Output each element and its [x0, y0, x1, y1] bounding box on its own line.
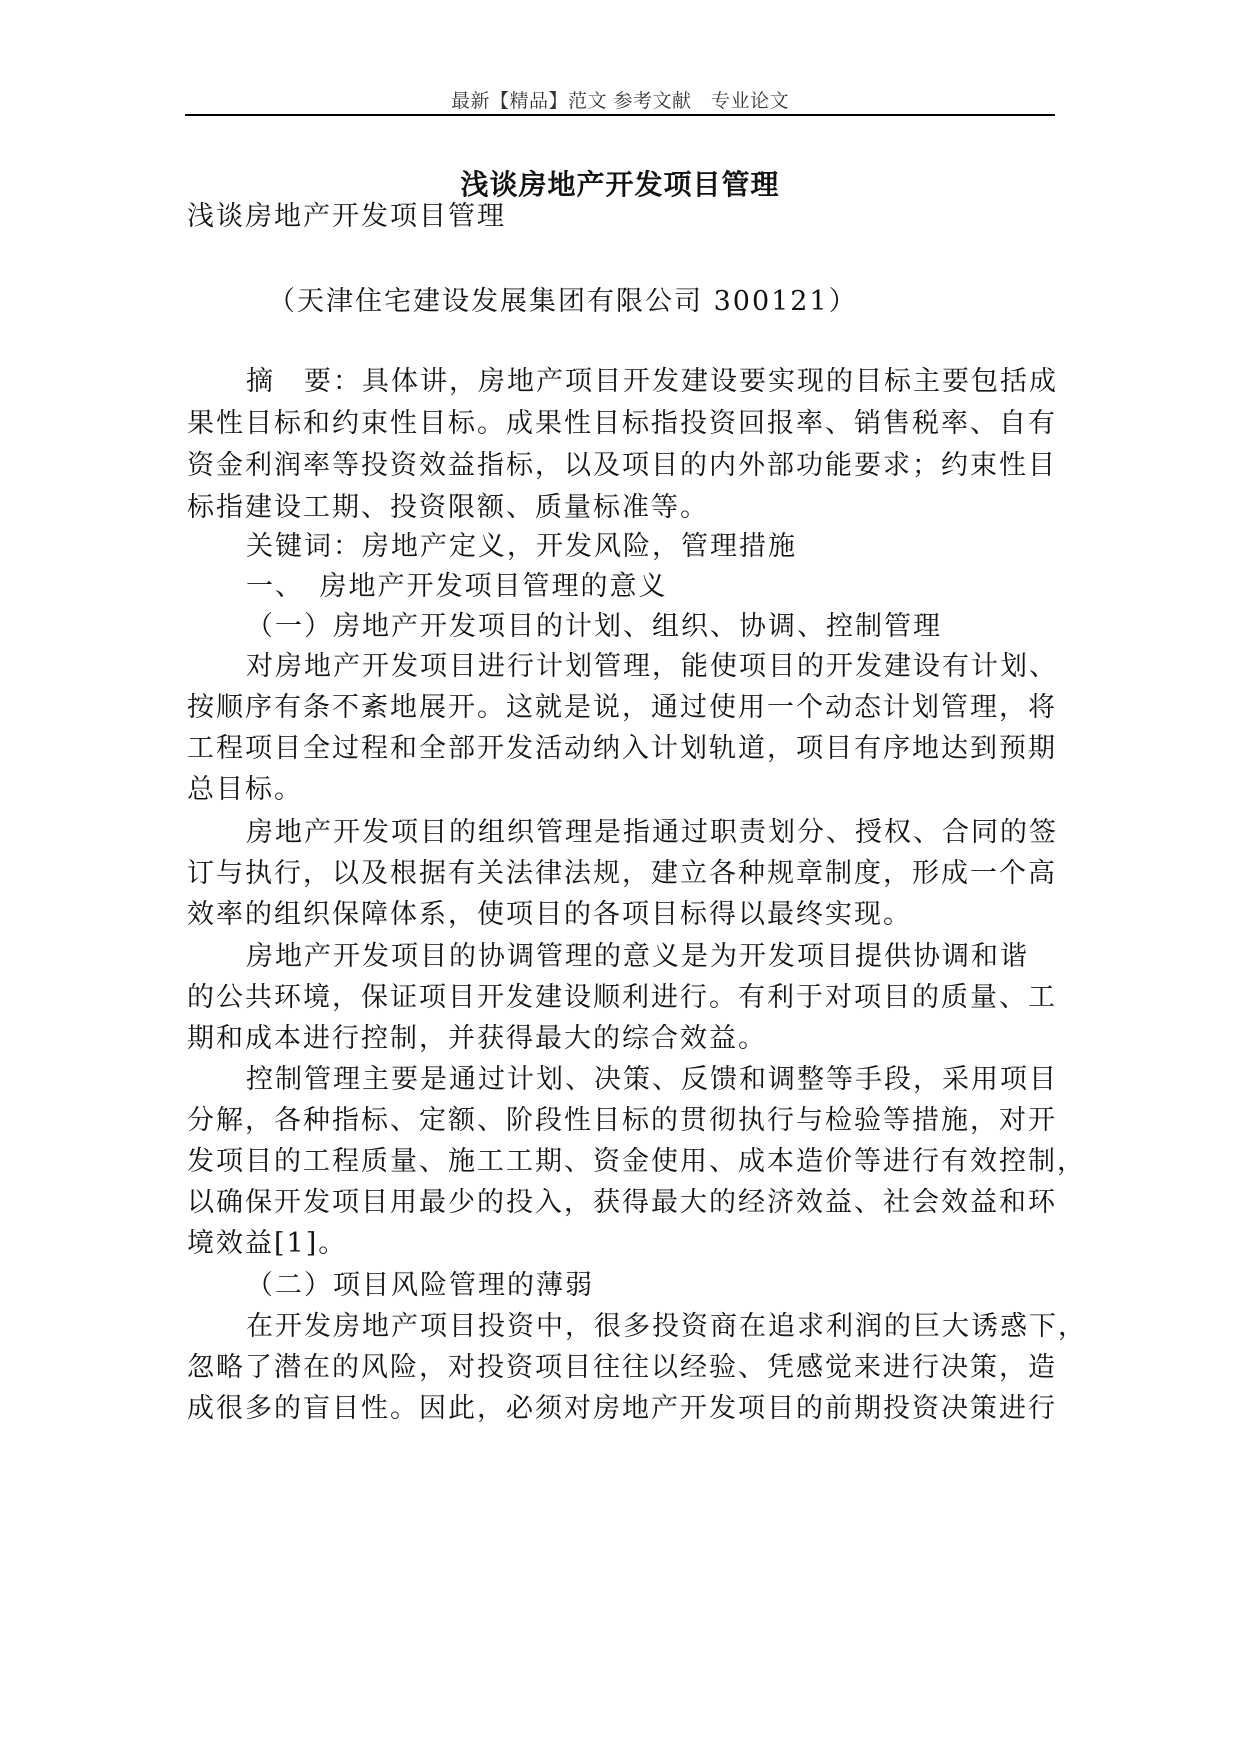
section-heading: 一、 房地产开发项目管理的意义: [246, 571, 668, 602]
paragraph-line: 工程项目全过程和全部开发活动纳入计划轨道，项目有序地达到预期: [187, 733, 1057, 764]
paragraph-line: 境效益[1]。: [187, 1228, 348, 1259]
paragraph-line: 订与执行，以及根据有关法律法规，建立各种规章制度，形成一个高: [187, 858, 1057, 889]
paragraph-line: 房地产开发项目的协调管理的意义是为开发项目提供协调和谐: [246, 941, 1029, 972]
document-title: 浅谈房地产开发项目管理: [460, 168, 780, 201]
keywords-line: 关键词：房地产定义，开发风险，管理措施: [246, 531, 797, 562]
paragraph-line: 以确保开发项目用最少的投入，获得最大的经济效益、社会效益和环: [187, 1187, 1057, 1218]
paragraph-line: 的公共环境，保证项目开发建设顺利进行。有利于对项目的质量、工: [187, 982, 1057, 1013]
subtitle: 浅谈房地产开发项目管理: [187, 201, 506, 232]
abstract-line: 标指建设工期、投资限额、质量标准等。: [187, 492, 709, 523]
paragraph-line: 对房地产开发项目进行计划管理，能使项目的开发建设有计划、: [246, 651, 1058, 682]
paragraph-line: 发项目的工程质量、施工工期、资金使用、成本造价等进行有效控制，: [187, 1146, 1086, 1177]
paragraph-line: 在开发房地产项目投资中，很多投资商在追求利润的巨大诱惑下，: [246, 1311, 1087, 1342]
subsection-heading: （一）房地产开发项目的计划、组织、协调、控制管理: [246, 611, 942, 642]
subsection-heading: （二）项目风险管理的薄弱: [246, 1270, 594, 1301]
page-header: 最新【精品】范文 参考文献 专业论文: [450, 90, 790, 112]
paragraph-line: 成很多的盲目性。因此，必须对房地产开发项目的前期投资决策进行: [187, 1393, 1057, 1424]
affiliation: （天津住宅建设发展集团有限公司 300121）: [268, 286, 858, 317]
paragraph-line: 房地产开发项目的组织管理是指通过职责划分、授权、合同的签: [246, 817, 1058, 848]
abstract-line: 资金利润率等投资效益指标，以及项目的内外部功能要求；约束性目: [187, 450, 1057, 481]
paragraph-line: 效率的组织保障体系，使项目的各项目标得以最终实现。: [187, 899, 912, 930]
paragraph-line: 期和成本进行控制，并获得最大的综合效益。: [187, 1023, 767, 1054]
abstract-line: 摘 要：具体讲，房地产项目开发建设要实现的目标主要包括成: [246, 366, 1058, 397]
abstract-line: 果性目标和约束性目标。成果性目标指投资回报率、销售税率、自有: [187, 408, 1057, 439]
paragraph-line: 忽略了潜在的风险，对投资项目往往以经验、凭感觉来进行决策，造: [187, 1352, 1057, 1383]
paragraph-line: 分解，各种指标、定额、阶段性目标的贯彻执行与检验等措施，对开: [187, 1105, 1057, 1136]
paragraph-line: 总目标。: [187, 774, 303, 805]
paragraph-line: 控制管理主要是通过计划、决策、反馈和调整等手段，采用项目: [246, 1064, 1058, 1095]
paragraph-line: 按顺序有条不紊地展开。这就是说，通过使用一个动态计划管理，将: [187, 692, 1057, 723]
header-divider: [185, 114, 1055, 116]
